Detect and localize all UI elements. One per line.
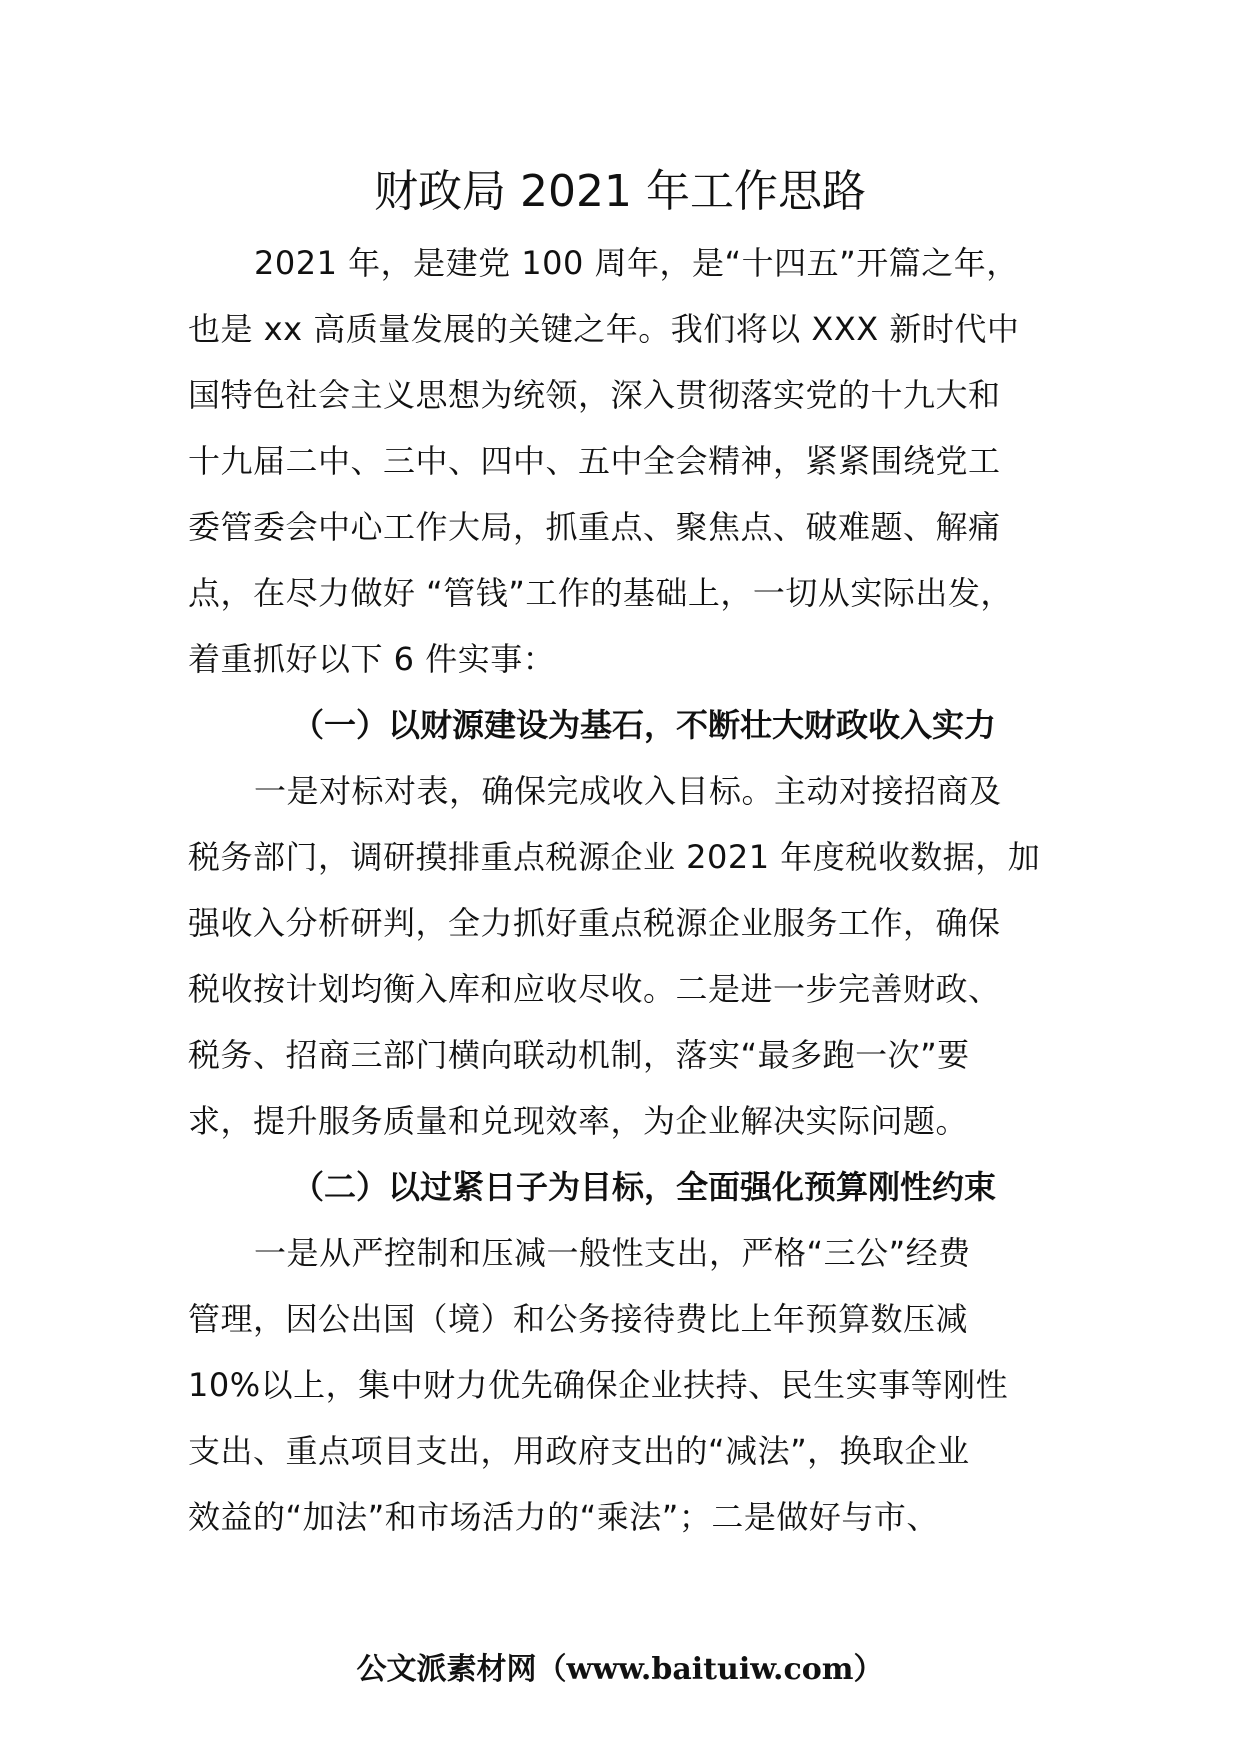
body-line: 税务部门，调研摸排重点税源企业 2021 年度税收数据，加	[188, 838, 1041, 876]
body-line: 管理，因公出国（境）和公务接待费比上年预算数压减	[188, 1300, 969, 1338]
body-line: 10%以上，集中财力优先确保企业扶持、民生实事等刚性	[188, 1366, 1009, 1404]
body-line: 国特色社会主义思想为统领，深入贯彻落实党的十九大和	[188, 376, 1001, 414]
body-line: 税收按计划均衡入库和应收尽收。二是进一步完善财政、	[188, 970, 1001, 1008]
body-line: 效益的“加法”和市场活力的“乘法”；二是做好与市、	[188, 1498, 939, 1536]
body-line: 2021 年，是建党 100 周年，是“十四五”开篇之年，	[254, 244, 1019, 282]
body-line: 求，提升服务质量和兑现效率，为企业解决实际问题。	[188, 1102, 969, 1140]
footer-watermark: 公文派素材网（www.baituiw.com）	[356, 1652, 884, 1687]
body-line: 着重抓好以下 6 件实事：	[188, 640, 556, 678]
section-heading-1: （一）以财源建设为基石，不断壮大财政收入实力	[291, 706, 996, 744]
body-line: 支出、重点项目支出，用政府支出的“减法”，换取企业	[188, 1432, 970, 1470]
body-line: 点，在尽力做好 “管钱”工作的基础上，一切从实际出发，	[188, 574, 1013, 612]
body-line: 十九届二中、三中、四中、五中全会精神，紧紧围绕党工	[188, 442, 1001, 480]
body-line: 税务、招商三部门横向联动机制，落实“最多跑一次”要	[188, 1036, 970, 1074]
body-line: 一是对标对表，确保完成收入目标。主动对接招商及	[254, 772, 1002, 810]
section-heading-2: （二）以过紧日子为目标，全面强化预算刚性约束	[291, 1168, 996, 1206]
body-line: 委管委会中心工作大局，抓重点、聚焦点、破难题、解痛	[188, 508, 1001, 546]
body-line: 也是 xx 高质量发展的关键之年。我们将以 XXX 新时代中	[188, 310, 1020, 348]
body-line: 一是从严控制和压减一般性支出，严格“三公”经费	[254, 1234, 971, 1272]
document-title: 财政局 2021 年工作思路	[374, 166, 866, 217]
document-body	[188, 230, 1088, 1550]
body-line: 强收入分析研判，全力抓好重点税源企业服务工作，确保	[188, 904, 1001, 942]
